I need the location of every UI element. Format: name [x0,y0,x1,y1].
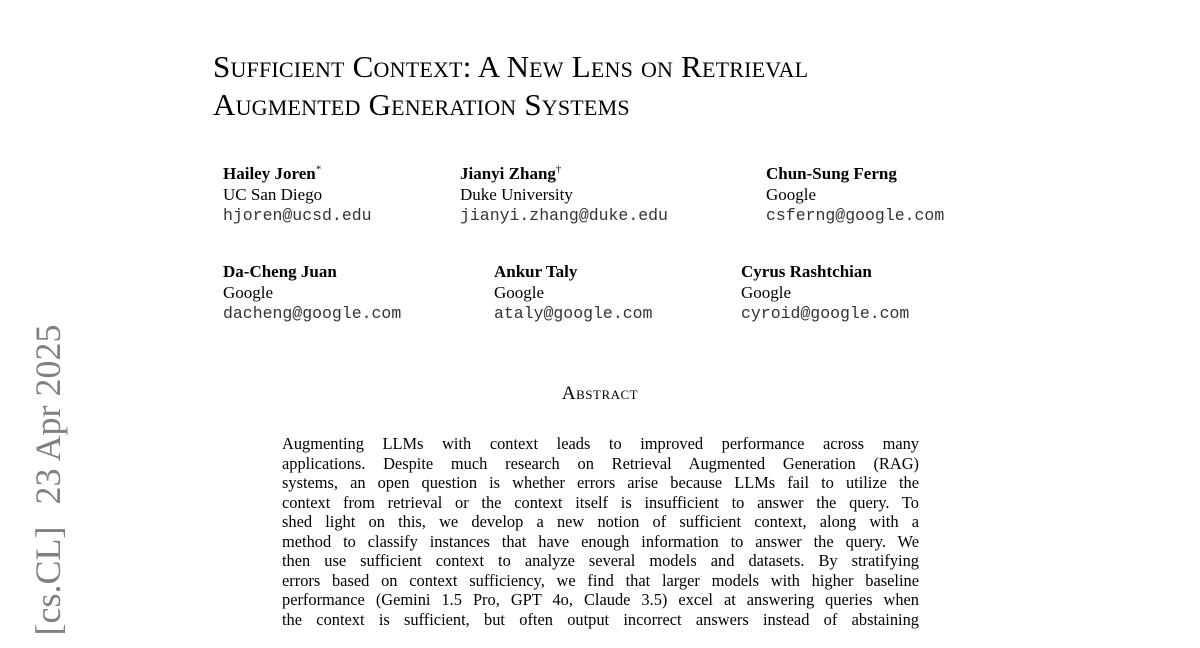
abstract-line: systems, an open question is whether errors arise because LLMs fail to utilize the [282,473,919,492]
author-email[interactable]: cyroid@google.com [741,304,910,323]
author-affiliation: Google [766,185,817,204]
author-block-4 [223,261,401,324]
arxiv-date: 23 Apr 2025 [28,324,68,505]
abstract-body [282,434,919,629]
arxiv-identifier-stamp [30,325,66,636]
author-block-2 [460,163,668,226]
abstract-heading: Abstract [561,383,639,404]
author-affiliation: UC San Diego [223,185,323,204]
arxiv-category: [cs.CL] [28,526,68,636]
paper-title [213,48,1033,124]
author-block-3 [766,163,944,226]
author-email[interactable]: jianyi.zhang@duke.edu [460,206,668,225]
abstract-line: then use sufficient context to analyze several models and datasets. By stratifying [282,551,919,570]
abstract-line: the context is sufficient, but often output incorrect answers instead of abstaining [282,609,919,629]
author-footnote-mark: * [315,163,322,176]
abstract-line: errors based on context sufficiency, we find that larger models with higher baseline [282,570,919,590]
author-name: Da-Cheng Juan [223,262,337,281]
author-block-6 [741,261,909,324]
author-affiliation: Google [494,283,545,302]
author-email[interactable]: dacheng@google.com [223,304,402,323]
author-name: Ankur Taly [494,262,578,281]
author-email[interactable]: hjoren@ucsd.edu [223,206,372,225]
author-name: Chun-Sung Ferng [766,164,897,183]
author-affiliation: Duke University [460,185,573,204]
author-name: Jianyi Zhang† [460,163,562,183]
author-footnote-mark: † [555,163,562,176]
author-name: Hailey Joren* [223,163,322,183]
abstract-line: applications. Despite much research on Retrieval Augmented Generation (RAG) [282,453,919,473]
abstract-line: context from retrieval or the context itself is insufficient to answer the query. To [282,492,919,512]
paper-title-line-1: Sufficient Context: A New Lens on Retrieval [213,49,809,84]
author-affiliation: Google [223,283,274,302]
author-email[interactable]: ataly@google.com [494,304,653,323]
author-name: Cyrus Rashtchian [741,262,872,281]
author-affiliation: Google [741,283,792,302]
author-email[interactable]: csferng@google.com [766,206,945,225]
paper-title-line-2: Augmented Generation Systems [213,87,630,122]
author-block-1 [223,163,372,226]
abstract-line: Augmenting LLMs with context leads to improved performance across many [282,434,919,453]
abstract-line: performance (Gemini 1.5 Pro, GPT 4o, Claude 3.5) excel at answering queries when [282,590,919,609]
abstract-line: method to classify instances that have enough information to answer the query. We [282,531,919,551]
abstract-line: shed light on this, we develop a new notion of sufficient context, along with a [282,512,919,531]
author-block-5 [494,261,652,324]
